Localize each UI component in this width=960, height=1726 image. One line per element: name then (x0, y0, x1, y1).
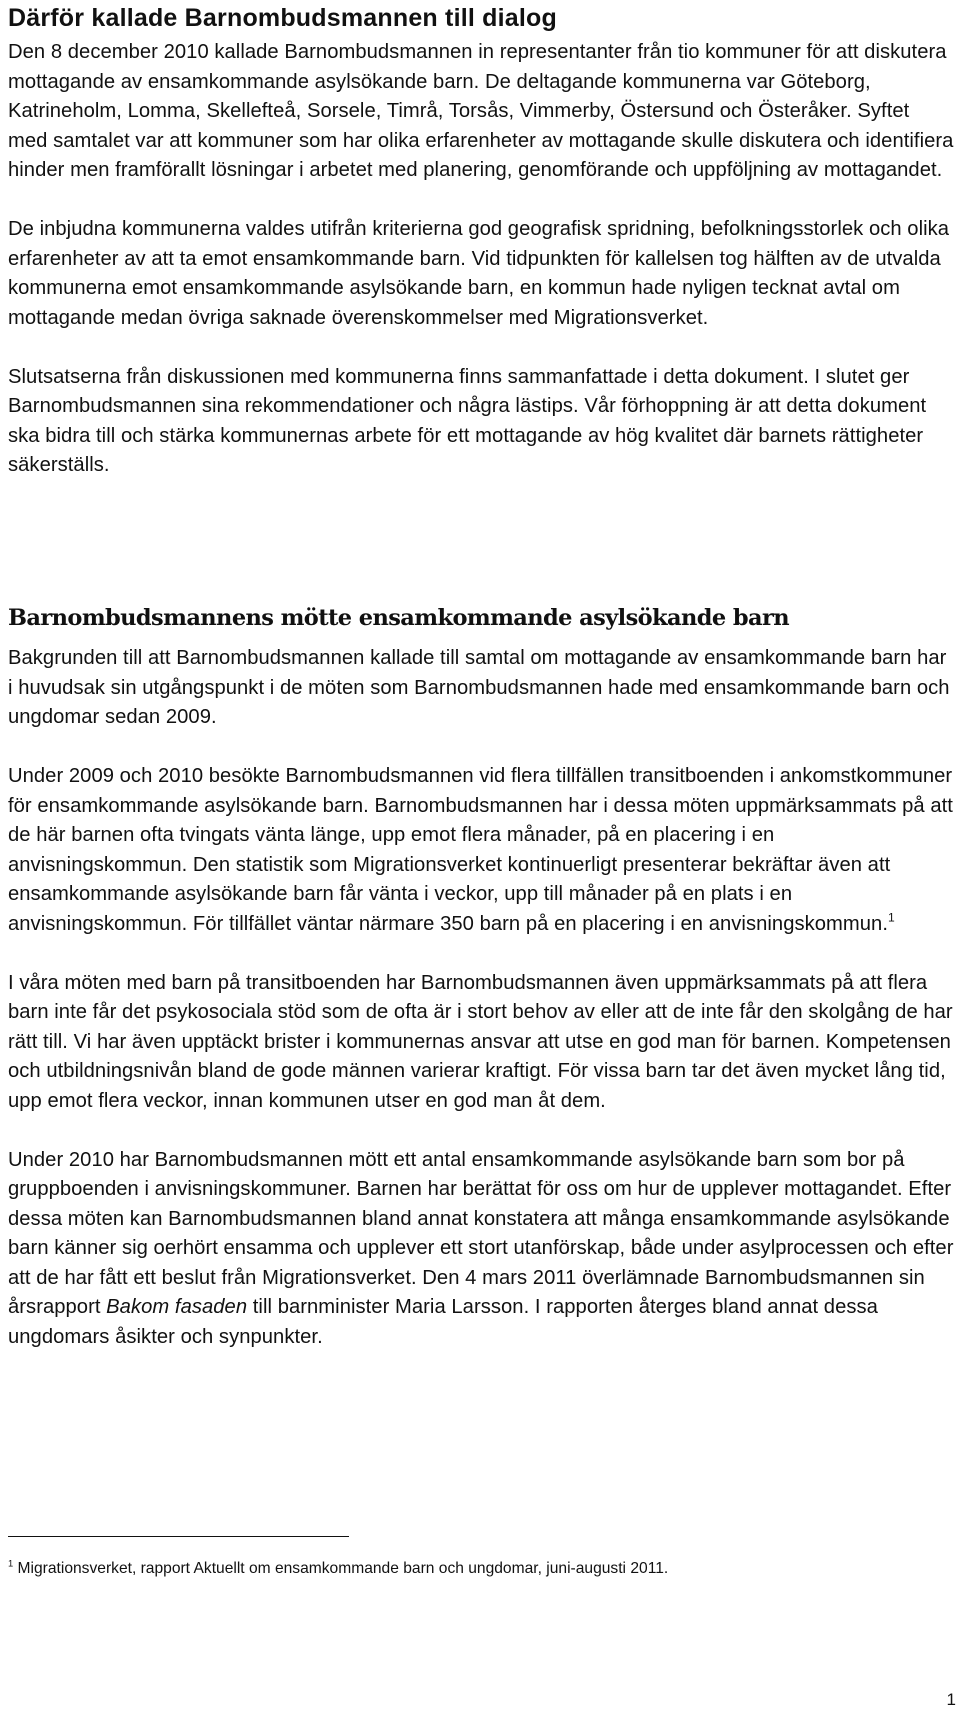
paragraph (8, 1146, 954, 1353)
footnote-marker: 1 (8, 1558, 14, 1569)
paragraph: Den 8 december 2010 kallade Barnombudsmannen in representanter från tio kommuner för att diskutera mottagande av ensamkommande asylsökande barn. De deltagande kommunerna var Göteborg, Katrineholm, Lomma, Skellefteå, Sorsele, Timrå, Torsås, Vimmerby, Östersund och Österåker. Syftet med samtalet var att kommuner som har olika erfarenheter av mottagande skulle diskutera och identifiera hinder men framförallt lösningar i arbetet med planering, genomförande och uppföljning av mottagandet. (8, 41, 954, 181)
footnote-reference[interactable]: 1 (888, 910, 895, 925)
paragraph: De inbjudna kommunerna valdes utifrån kriterierna god geografisk spridning, befolkningsstorlek och olika erfarenheter av att ta emot ensamkommande barn. Vid tidpunkten för kallelsen tog hälften av de utvalda kommunerna emot ensamkommande asylsökande barn, en kommun hade nyligen tecknat avtal om mottagande medan övriga saknade överenskommelser med Migrationsverket. (8, 218, 950, 329)
paragraph (8, 762, 954, 939)
paragraph-text: till barnminister Maria Larsson. I rapporten återges bland annat dessa ungdomars åsikter och synpunkter. (8, 1296, 878, 1348)
section-body-meetings (8, 644, 954, 1352)
paragraph: Slutsatserna från diskussionen med kommunerna finns sammanfattade i detta dokument. I slutet ger Barnombudsmannen sina rekommendationer och några lästips. Vår förhoppning är att detta dokument ska bidra till och stärka kommunernas arbete för ett mottagande av hög kvalitet där barnets rättigheter säkerställs. (8, 365, 927, 476)
section-heading-dialog: Därför kallade Barnombudsmannen till dialog (8, 4, 557, 32)
paragraph-text: Under 2010 har Barnombudsmannen mött ett antal ensamkommande asylsökande barn som bor på gruppboenden i anvisningskommuner. Barnen har berättat för oss om hur de upplever mottagandet. Efter dessa möten kan Barnombudsmannen bland annat konstatera att många ensamkommande asylsökande barn känner sig oerhört ensamma och upplever ett stort utanförskap, både under asylprocessen och efter att de har fått ett beslut från Migrationsverket. Den 4 mars 2011 överlämnade Barnombudsmannen sin årsrapport (8, 1148, 954, 1318)
report-title: Bakom fasaden (106, 1296, 248, 1318)
section-body-dialog (8, 38, 954, 481)
page-number: 1 (946, 1690, 956, 1709)
footnote-text: Migrationsverket, rapport Aktuellt om ensamkommande barn och ungdomar, juni-augusti 2011. (13, 1560, 669, 1577)
paragraph-text: Under 2009 och 2010 besökte Barnombudsmannen vid flera tillfällen transitboenden i ankomstkommuner för ensamkommande asylsökande barn. Barnombudsmannen har i dessa möten uppmärksammats på att de här barnen ofta tvingats vänta länge, upp emot flera månader, på en placering i en anvisningskommun. Den statistik som Migrationsverket kontinuerligt presenterar bekräftar även att ensamkommande asylsökande barn får vänta i veckor, upp till månader på en plats i en anvisningskommun. För tillfället väntar närmare 350 barn på en placering i en anvisningskommun. (8, 765, 953, 935)
paragraph: I våra möten med barn på transitboenden har Barnombudsmannen även uppmärksammats på att flera barn inte får det psykosociala stöd som de ofta är i stort behov av eller att de inte får den skolgång de har rätt till. Vi har även upptäckt brister i kommunernas ansvar att utse en god man för barnen. Kompetensen och utbildningsnivån bland de gode männen varierar kraftigt. För vissa barn tar det även mycket lång tid, upp emot flera veckor, innan kommunen utser en god man åt dem. (8, 971, 953, 1112)
paragraph: Bakgrunden till att Barnombudsmannen kallade till samtal om mottagande av ensamkommande barn har i huvudsak sin utgångspunkt i de möten som Barnombudsmannen hade med ensamkommande barn och ungdomar sedan 2009. (8, 647, 950, 728)
footnote (8, 1558, 668, 1580)
footnote-divider (8, 1536, 349, 1537)
section-heading-meetings: Barnombudsmannens mötte ensamkommande asylsökande barn (8, 605, 789, 631)
